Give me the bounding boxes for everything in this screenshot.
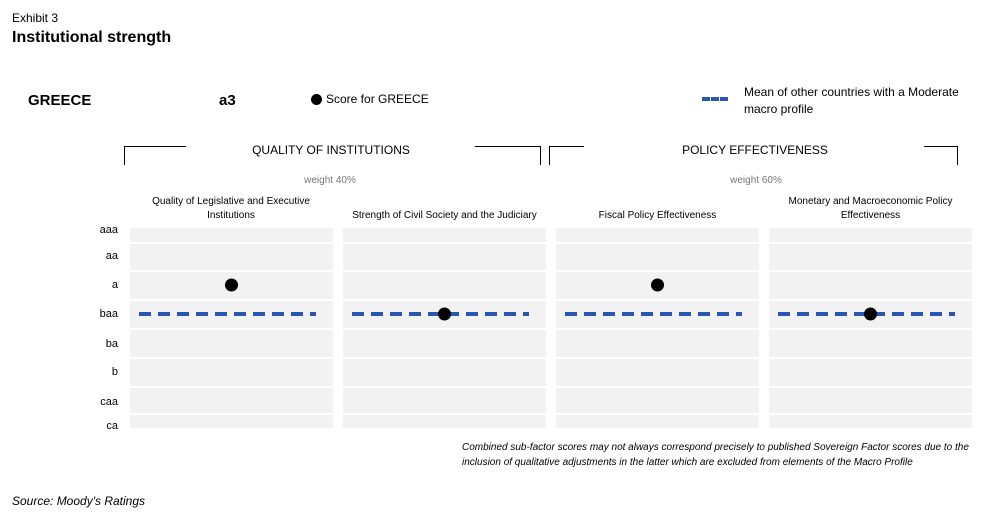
y-tick-label: caa: [100, 396, 118, 408]
y-tick-label: ba: [105, 338, 118, 350]
legend-score-label: Score for GREECE: [326, 92, 429, 106]
y-tick-label: aaa: [99, 224, 118, 236]
score-dot: [651, 279, 664, 292]
score-dot: [225, 279, 238, 292]
footnote: Combined sub-factor scores may not always correspond precisely to published Sovereign Factor scores due to the inclusion of qualitative adjustments in the latter which are excluded from elements of the Macro Profile: [462, 442, 969, 468]
panel-title: Strength of Civil Society and the Judiciary: [352, 210, 537, 221]
y-tick-label: a: [111, 279, 118, 291]
panel-title: Monetary and Macroeconomic Policy Effectiveness: [788, 196, 953, 221]
y-tick-label: b: [111, 366, 118, 378]
country-rating: a3: [219, 92, 236, 109]
legend-mean-label: Mean of other countries with a Moderate macro profile: [744, 85, 959, 116]
y-tick-label: baa: [99, 308, 118, 320]
source-note: Source: Moody's Ratings: [12, 494, 146, 508]
group-weight-institutions: weight 40%: [304, 175, 356, 186]
chart-title: Institutional strength: [12, 29, 172, 46]
group-title-institutions: QUALITY OF INSTITUTIONS: [252, 143, 410, 157]
y-tick-label: aa: [105, 250, 118, 262]
group-weight-policy: weight 60%: [730, 175, 782, 186]
y-tick-label: ca: [106, 420, 118, 432]
panel-title: Fiscal Policy Effectiveness: [598, 210, 717, 221]
group-title-policy: POLICY EFFECTIVENESS: [682, 143, 828, 157]
country-name: GREECE: [28, 92, 92, 109]
panel-title: Quality of Legislative and Executive Institutions: [152, 196, 310, 221]
exhibit-label: Exhibit 3: [12, 11, 59, 25]
score-dot: [438, 308, 451, 321]
score-dot: [864, 308, 877, 321]
